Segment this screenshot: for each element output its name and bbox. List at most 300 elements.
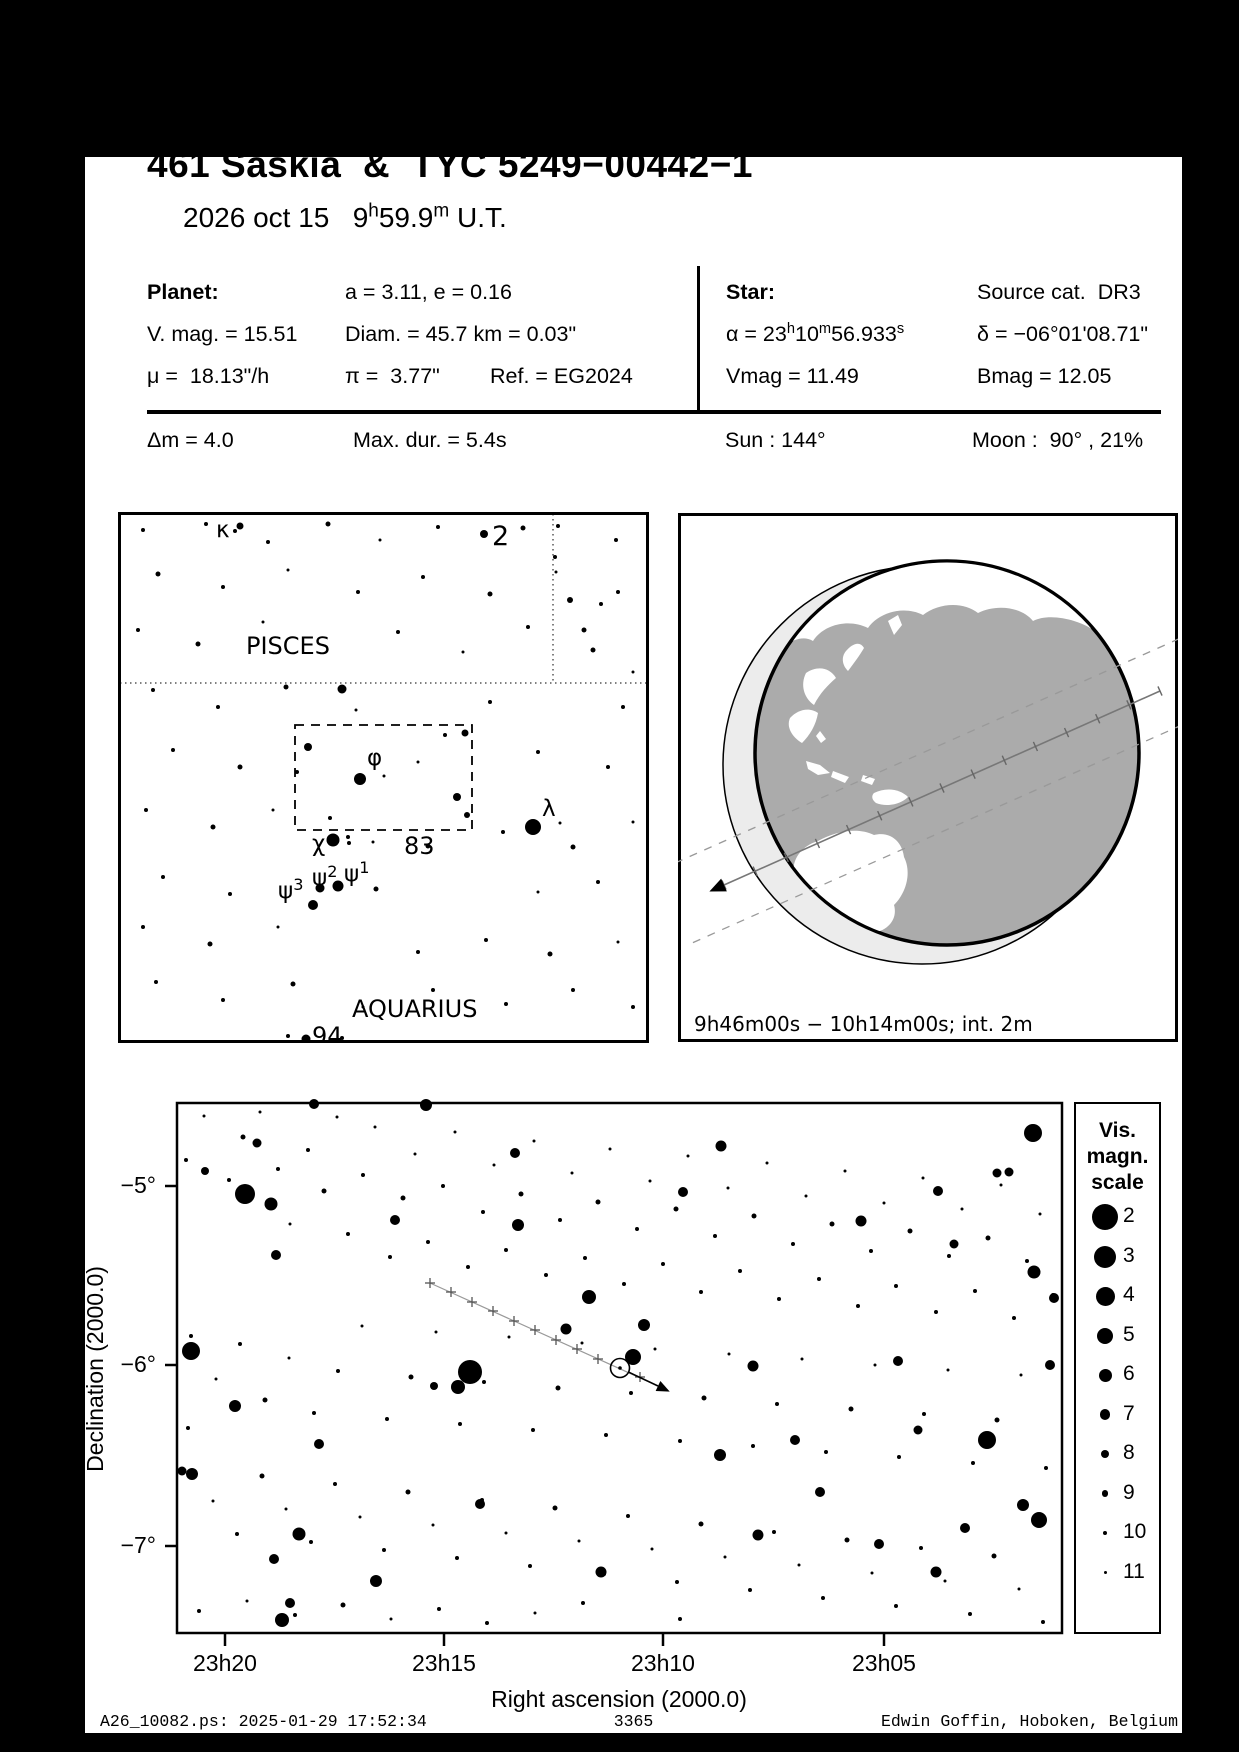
star-dot <box>1044 1466 1048 1470</box>
star-dot <box>791 1242 795 1246</box>
star-dot <box>488 592 493 597</box>
star-dot <box>276 1167 280 1171</box>
star-dot <box>931 1567 942 1578</box>
legend-title-line2: magn. <box>1086 1145 1149 1168</box>
star-dot <box>944 1580 947 1583</box>
star-dot <box>1051 1293 1055 1297</box>
star-dot <box>561 1324 572 1335</box>
track-time-caption: 9h46m00s − 10h14m00s; int. 2m <box>694 1012 1033 1036</box>
star-dot <box>510 1148 520 1158</box>
star-dot <box>216 705 220 709</box>
star-dot <box>968 1612 972 1616</box>
star-dot <box>548 952 553 957</box>
star-dot <box>699 1522 704 1527</box>
star-dot <box>285 1598 295 1608</box>
star-dot <box>306 1148 310 1152</box>
star-dot <box>616 590 620 594</box>
star-dot <box>845 1538 850 1543</box>
star-dot <box>519 1192 524 1197</box>
star-dot <box>571 1172 574 1175</box>
star-dot <box>401 1196 406 1201</box>
star-dot <box>528 1564 532 1568</box>
legend-mag-value: 5 <box>1123 1322 1135 1346</box>
star-dot <box>151 688 155 692</box>
star-dot <box>136 628 140 632</box>
star-dot <box>289 1223 292 1226</box>
star-dot <box>390 1618 393 1621</box>
star-dot <box>421 575 425 579</box>
star-dot <box>455 1556 459 1560</box>
star-dot <box>599 602 603 606</box>
star-dot <box>458 1422 462 1426</box>
star-dot <box>849 1407 854 1412</box>
star-dot <box>521 526 526 531</box>
planet-vmag: V. mag. = 15.51 <box>147 322 298 346</box>
event-datetime <box>183 202 507 234</box>
star-dot <box>312 1411 316 1415</box>
moon-elongation: Moon : 90° , 21% <box>972 428 1144 452</box>
star-dot <box>409 1375 414 1380</box>
ra-tick-label-2305: 23h05 <box>852 1650 916 1676</box>
legend-mag-value: 8 <box>1123 1441 1135 1464</box>
mag-drop: Δm = 4.0 <box>147 428 234 452</box>
star-dot <box>266 540 270 544</box>
star-dot <box>253 1139 262 1148</box>
star-dot <box>582 1290 596 1304</box>
label-94: 94 <box>312 1022 343 1043</box>
legend-mag-value: 2 <box>1123 1204 1135 1227</box>
ra-tick-label-2315: 23h15 <box>412 1650 476 1676</box>
star-dot <box>178 1467 187 1476</box>
star-dot <box>1039 1213 1042 1216</box>
visibility-globe-panel <box>678 513 1178 1042</box>
star-dot <box>355 709 358 712</box>
star-dot <box>687 1155 690 1158</box>
star-dot <box>772 1530 776 1534</box>
star-dot <box>233 529 237 533</box>
time-suffix: U.T. <box>449 202 507 233</box>
star-dot <box>1020 1374 1023 1377</box>
footer-page-number: 3365 <box>613 1712 654 1731</box>
star-dot <box>621 705 625 709</box>
star-dot <box>204 522 208 526</box>
ra-hours: α = 23 <box>726 322 787 346</box>
star-dot <box>824 1450 828 1454</box>
star-dot <box>790 1435 800 1445</box>
star-dot <box>508 1336 511 1339</box>
star-dot <box>182 1342 200 1360</box>
footer-author: Edwin Goffin, Hoboken, Belgium <box>880 1712 1178 1731</box>
star-dot <box>336 1116 339 1119</box>
star-dot <box>141 925 145 929</box>
star-dot <box>309 1540 313 1544</box>
star-dot <box>559 822 562 825</box>
star-dot <box>986 1236 991 1241</box>
star-dot <box>354 773 366 785</box>
star-dot <box>482 1380 486 1384</box>
ra-seconds: 56.933 <box>831 322 897 346</box>
star-dot <box>558 1218 562 1222</box>
star-dot <box>614 538 618 542</box>
star-dot <box>728 1353 731 1356</box>
star-dot <box>208 942 213 947</box>
legend-mag-value: 10 <box>1123 1520 1147 1543</box>
star-dot <box>622 1282 626 1286</box>
star-dot <box>443 733 447 737</box>
star-dot <box>567 597 573 603</box>
star-dot <box>893 1356 903 1366</box>
label-lambda: λ <box>542 796 556 822</box>
star-dot <box>215 1378 218 1381</box>
star-dot <box>678 1187 688 1197</box>
star-dot <box>553 555 557 559</box>
ra-h-sup: h <box>786 320 795 337</box>
star-dot <box>626 1514 630 1518</box>
star-dot <box>293 1613 297 1617</box>
star-dot <box>238 1342 242 1346</box>
star-dot <box>390 1215 400 1225</box>
star-dot <box>229 1400 241 1412</box>
star-dot <box>437 1607 441 1611</box>
star-dot <box>286 1034 290 1038</box>
star-dot <box>544 1273 548 1277</box>
star-dot <box>1024 1124 1042 1142</box>
star-bmag: Bmag = 12.05 <box>977 364 1112 388</box>
star-dot <box>775 1402 779 1406</box>
legend-mag-value: 9 <box>1123 1480 1135 1504</box>
section-divider <box>697 266 700 410</box>
star-dot <box>874 1364 877 1367</box>
star-vmag: Vmag = 11.49 <box>726 364 859 388</box>
star-dot <box>426 1240 430 1244</box>
star-dot <box>571 845 576 850</box>
star-dot <box>869 1249 873 1253</box>
star-dot <box>716 1141 727 1152</box>
star-dot <box>504 1248 508 1252</box>
legend-mag-dot <box>1102 1490 1108 1496</box>
star-dot <box>328 816 332 820</box>
star-dot <box>727 1187 730 1190</box>
star-dot <box>171 748 175 752</box>
star-dot <box>293 1528 306 1541</box>
star-dot <box>1012 1316 1016 1320</box>
legend-mag-dot <box>1097 1328 1113 1344</box>
star-dot <box>501 830 505 834</box>
star-dot <box>604 1433 608 1437</box>
label-phi: φ <box>367 745 383 771</box>
legend-mag-dot <box>1096 1287 1115 1306</box>
star-dot <box>844 1170 847 1173</box>
star-dot <box>186 1426 190 1430</box>
star-dot <box>675 1580 679 1584</box>
planet-orbit: a = 3.11, e = 0.16 <box>345 280 512 304</box>
star-dot <box>480 1498 484 1502</box>
event-date: 2026 oct 15 <box>183 202 353 233</box>
star-dot <box>346 1232 350 1236</box>
star-dot <box>466 1265 470 1269</box>
label-chi: χ <box>312 831 326 857</box>
star-dot <box>555 571 558 574</box>
star-dot <box>908 1229 913 1234</box>
star-dot <box>241 1135 246 1140</box>
star-dot <box>631 1005 635 1009</box>
star-dot <box>596 1567 607 1578</box>
horizontal-rule <box>147 410 1161 414</box>
label-psi3: $\psi^3$ <box>278 875 304 904</box>
star-dot <box>606 765 610 769</box>
star-dot <box>235 1184 255 1204</box>
star-dot <box>504 1002 508 1006</box>
star-dot <box>480 530 488 538</box>
star-dot <box>1041 1620 1045 1624</box>
star-dot <box>651 1548 654 1551</box>
star-dot <box>265 1198 278 1211</box>
star-dot <box>221 998 225 1002</box>
legend-mag-value: 7 <box>1123 1401 1135 1425</box>
magnitude-legend <box>1074 1102 1161 1634</box>
star-dot <box>798 1564 801 1567</box>
star-dot <box>370 1575 382 1587</box>
star-dot <box>453 793 461 801</box>
star-dot <box>505 1532 508 1535</box>
legend-title-line1: Vis. <box>1099 1119 1136 1142</box>
star-dot <box>481 1210 485 1214</box>
star-dot <box>1028 1266 1041 1279</box>
star-dot <box>632 671 635 674</box>
star-dot <box>661 1262 665 1266</box>
star-dot <box>751 1444 755 1448</box>
star-dot <box>934 1310 938 1314</box>
label-2: 2 <box>492 521 510 552</box>
star-dot <box>525 819 541 835</box>
planet-motion: μ = 18.13"/h <box>147 364 270 388</box>
star-dot <box>714 1449 726 1461</box>
legend-mag-dot <box>1100 1409 1110 1419</box>
star-dot <box>262 621 265 624</box>
star-dot <box>947 1369 950 1372</box>
star-dot <box>221 585 225 589</box>
star-dot <box>1000 1184 1003 1187</box>
star-dec: δ = −06°01'08.71" <box>977 322 1148 346</box>
star-dot <box>161 875 165 879</box>
star-dot <box>961 1208 964 1211</box>
star-dot <box>1017 1499 1029 1511</box>
star-dot <box>753 1530 764 1541</box>
ra-tick-label-2310: 23h10 <box>631 1650 695 1676</box>
legend-mag-value: 3 <box>1123 1243 1135 1267</box>
legend-mag-value: 11 <box>1123 1559 1145 1583</box>
label-pisces: PISCES <box>246 632 330 660</box>
star-dot <box>464 812 470 818</box>
star-dot <box>556 1386 561 1391</box>
star-dot <box>462 730 469 737</box>
star-dot <box>432 1524 435 1527</box>
star-dot <box>738 1269 742 1273</box>
star-dot <box>674 1207 679 1212</box>
star-dot <box>629 1391 633 1395</box>
star-dot <box>235 1532 239 1536</box>
star-dot <box>919 1546 923 1550</box>
star-dot <box>322 1189 327 1194</box>
star-dot <box>596 880 600 884</box>
star-dot <box>993 1169 1002 1178</box>
legend-mag-dot <box>1092 1204 1118 1230</box>
star-dot <box>960 1523 970 1533</box>
label-kappa: κ <box>216 517 230 543</box>
star-dot <box>933 1186 943 1196</box>
star-dot <box>512 1219 524 1231</box>
star-dot <box>451 1380 465 1394</box>
star-dot <box>553 1506 558 1511</box>
star-dot <box>817 1277 821 1281</box>
planet-reference: Ref. = EG2024 <box>490 364 633 388</box>
star-dot <box>374 1126 377 1129</box>
max-duration: Max. dur. = 5.4s <box>353 428 507 452</box>
star-dot <box>227 1178 231 1182</box>
star-dot <box>654 1348 657 1351</box>
star-dot <box>314 1439 324 1449</box>
star-dot <box>341 1603 346 1608</box>
star-dot <box>978 1431 996 1449</box>
star-dot <box>435 1331 438 1334</box>
star-source-catalog: Source cat. DR3 <box>977 280 1141 304</box>
star-dot <box>1045 1360 1055 1370</box>
star-dot <box>441 1184 445 1188</box>
dec-tick-label-6: −6° <box>120 1351 156 1377</box>
star-ra <box>726 322 904 347</box>
star-dot <box>947 1254 951 1258</box>
star-dot <box>992 1554 997 1559</box>
star-dot <box>186 1468 198 1480</box>
star-dot <box>436 525 440 529</box>
star-dot <box>382 1548 386 1552</box>
star-dot <box>1018 1588 1021 1591</box>
star-dot <box>263 1398 268 1403</box>
label-aquarius: AQUARIUS <box>352 995 478 1023</box>
star-dot <box>462 651 465 654</box>
star-dot <box>583 1256 587 1260</box>
star-dot <box>856 1304 860 1308</box>
star-dot <box>922 1412 926 1416</box>
star-dot <box>356 590 360 594</box>
finder-chart-border <box>120 514 648 1042</box>
star-dot <box>815 1487 825 1497</box>
star-dot <box>973 1289 977 1293</box>
star-dot <box>287 569 290 572</box>
star-dot <box>277 926 280 929</box>
star-dot <box>285 1508 288 1511</box>
star-dot <box>536 750 540 754</box>
star-dot <box>649 1180 652 1183</box>
star-dot <box>801 1358 804 1361</box>
star-dot <box>571 988 575 992</box>
legend-mag-dot <box>1101 1450 1109 1458</box>
star-dot <box>830 1222 835 1227</box>
legend-mag-value: 6 <box>1123 1362 1135 1385</box>
star-dot <box>420 1099 432 1111</box>
star-dot <box>493 1164 496 1167</box>
target-star-dot <box>618 1366 622 1370</box>
star-dot <box>533 1140 536 1143</box>
star-dot <box>431 988 435 992</box>
star-dot <box>596 1200 601 1205</box>
star-dot <box>295 770 299 774</box>
star-dot <box>914 1426 923 1435</box>
planet-parallax: π = 3.77" <box>345 364 440 388</box>
star-dot <box>531 1428 535 1432</box>
star-dot <box>327 834 340 847</box>
star-dot <box>388 1255 392 1259</box>
star-dot <box>346 835 350 839</box>
star-dot <box>556 524 560 528</box>
star-dot <box>678 1617 682 1621</box>
star-dot <box>141 528 145 532</box>
star-dot <box>291 982 296 987</box>
star-dot <box>189 1334 193 1338</box>
star-dot <box>271 1250 281 1260</box>
star-dot <box>238 765 243 770</box>
ra-tick-label-2320: 23h20 <box>193 1650 257 1676</box>
star-dot <box>396 630 400 634</box>
star-dot <box>871 1572 874 1575</box>
star-dot <box>1005 1168 1014 1177</box>
planet-diameter: Diam. = 45.7 km = 0.03" <box>345 322 577 346</box>
star-dot <box>582 628 587 633</box>
star-dot <box>883 1202 886 1205</box>
star-dot <box>950 1240 959 1249</box>
star-dot <box>269 1554 279 1564</box>
star-dot <box>821 1596 825 1600</box>
sun-elongation: Sun : 144° <box>725 428 826 452</box>
star-dot <box>856 1216 867 1227</box>
finder-chart <box>118 512 649 1043</box>
star-dot <box>724 1556 727 1559</box>
legend-mag-dot <box>1094 1246 1116 1268</box>
star-dot <box>372 841 375 844</box>
star-dot <box>414 1153 417 1156</box>
star-dot <box>897 1455 901 1459</box>
star-dot <box>288 1357 291 1360</box>
star-dot <box>260 1474 265 1479</box>
star-dot <box>197 1609 201 1613</box>
star-dot <box>201 1167 209 1175</box>
hour-superscript: h <box>368 200 379 222</box>
star-dot <box>526 625 530 629</box>
star-dot <box>1025 1259 1029 1263</box>
star-dot <box>777 1297 781 1301</box>
star-dot <box>361 1325 364 1328</box>
star-dot <box>154 980 158 984</box>
star-dot <box>374 887 379 892</box>
ra-minutes: 10 <box>795 322 819 346</box>
star-dot <box>805 1195 808 1198</box>
star-dot <box>259 1111 262 1114</box>
star-dot <box>874 1539 884 1549</box>
star-dot <box>602 1572 606 1576</box>
minute-superscript: m <box>433 200 450 222</box>
star-dot <box>1031 1512 1047 1528</box>
star-dot <box>995 1418 1000 1423</box>
star-dot <box>359 1516 362 1519</box>
star-dot <box>272 809 275 812</box>
star-dot <box>581 1601 585 1605</box>
x-axis-title: Right ascension (2000.0) <box>491 1686 747 1712</box>
legend-mag-value: 4 <box>1123 1283 1135 1306</box>
star-dot <box>748 1361 759 1372</box>
star-dot <box>156 572 161 577</box>
star-dot <box>333 1482 337 1486</box>
label-psi1: $\psi^1$ <box>344 858 370 887</box>
